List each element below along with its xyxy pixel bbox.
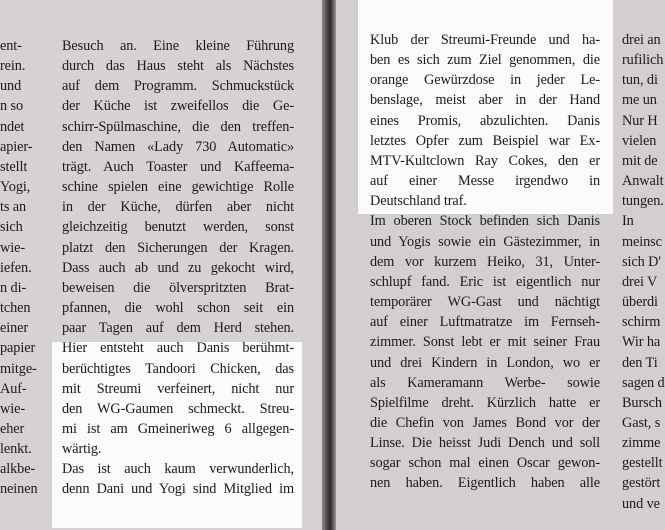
body-text-line: eines Promis, abzulichten. Danis — [370, 112, 600, 129]
text-fragment: wie- — [0, 400, 26, 417]
body-text-line: mit Streumi verfeinert, nicht nur — [62, 380, 294, 397]
text-fragment: und ve — [622, 495, 660, 512]
text-fragment: drei an — [622, 32, 661, 48]
body-text-line: benslage, meist aber in der Hand — [370, 92, 600, 109]
body-text-line: Im oberen Stock befinden sich Danis — [370, 213, 600, 230]
body-text-line: der Küche ist zweifellos die Ge- — [62, 98, 294, 115]
text-fragment: zimme — [622, 435, 661, 452]
text-fragment: Auf- — [0, 380, 27, 397]
body-text-line: gleichzeitig benutzt werden, sonst — [62, 219, 294, 236]
text-fragment: lenkt. — [0, 441, 32, 458]
left-page — [0, 0, 322, 530]
text-fragment: stellt — [0, 158, 28, 175]
text-fragment: sich — [0, 219, 23, 236]
text-fragment: Wir ha — [622, 334, 661, 351]
text-fragment: drei V — [622, 273, 658, 290]
body-text-line: den WG-Gaumen schmeckt. Streu- — [62, 400, 294, 417]
body-text-line: platzt den Sicherungen der Kragen. — [62, 239, 294, 256]
text-fragment: eher — [0, 420, 25, 437]
text-fragment: In — [622, 213, 634, 230]
text-fragment: me un — [622, 92, 657, 109]
body-text-line: durch das Haus steht als Nächstes — [62, 58, 294, 75]
text-fragment: ndet — [0, 118, 25, 135]
body-text-line: die Chefin von James Bond vor der — [370, 414, 600, 431]
body-text-line: MTV-Kultclown Ray Cokes, den er — [370, 152, 600, 169]
text-fragment: überdi — [622, 294, 658, 311]
text-fragment: ts an — [0, 199, 27, 216]
body-text-line: denn Dani und Yogi sind Mitglied im — [62, 481, 294, 498]
text-fragment: gestört — [622, 475, 661, 492]
text-fragment: den Ti — [622, 354, 658, 371]
body-text-line: zimmer. Sonst lebt er mit seiner Frau — [370, 334, 600, 351]
text-fragment: sagen d — [622, 374, 665, 391]
text-fragment: tungen. — [622, 193, 664, 210]
body-text-line: beweisen die ölverspritzten Brat- — [62, 279, 294, 296]
body-text-line: und Yogis sowie ein Gästezimmer, in — [370, 233, 600, 250]
body-text-line: dem vor kurzem Heiko, 31, Unter- — [370, 253, 600, 270]
body-text-line: paar Tagen auf dem Herd stehen. — [62, 320, 294, 337]
text-fragment: rein. — [0, 58, 26, 75]
body-text-line: in der Küche, dürfen aber nicht — [62, 199, 294, 216]
body-text-line: nen haben. Eigentlich haben alle — [370, 475, 600, 492]
body-text-line: auf dem Programm. Schmuckstück — [62, 78, 294, 95]
text-fragment: iefen. — [0, 259, 32, 276]
body-text-line: Spielfilme dreht. Kürzlich hatte er — [370, 394, 600, 411]
text-fragment: neinen — [0, 481, 38, 498]
body-text-line: auf einer Messe irgendwo in — [370, 173, 600, 190]
body-text-line: und drei Kindern in London, wo er — [370, 354, 600, 371]
text-fragment: schirm — [622, 314, 661, 331]
body-text-line: letztes Opfer zum Beispiel war Ex- — [370, 132, 600, 149]
body-text-line: Das ist auch kaum verwunderlich, — [62, 461, 294, 478]
body-text-line: pfannen, die wohl schon seit ein — [62, 300, 294, 317]
right-main-column — [370, 30, 600, 494]
text-fragment: vielen — [622, 132, 657, 149]
body-text-line: Besuch an. Eine kleine Führung — [62, 38, 294, 54]
text-fragment: alkbe- — [0, 461, 36, 478]
text-fragment: Gast, s — [622, 414, 661, 431]
body-text-line: berüchtigtes Tandoori Chicken, das — [62, 360, 294, 377]
body-text-line: Klub der Streumi-Freunde und ha- — [370, 32, 600, 48]
left-edge-column — [0, 36, 40, 500]
body-text-line: orange Gewürzdose in jeder Le- — [370, 72, 600, 89]
text-fragment: Yogi, — [0, 179, 31, 196]
body-text-line: Deutschland traf. — [370, 193, 467, 210]
text-fragment: sich D' — [622, 253, 661, 270]
text-fragment: tun, di — [622, 72, 658, 89]
text-fragment: meinsc — [622, 233, 662, 250]
text-fragment: apier- — [0, 138, 33, 155]
text-fragment: mitge- — [0, 360, 37, 377]
text-fragment: rufilich — [622, 52, 664, 69]
text-fragment: gestellt — [622, 455, 663, 472]
text-fragment: n di- — [0, 279, 27, 296]
body-text-line: auf einer Luftmatratze im Fernseh- — [370, 314, 600, 331]
text-fragment: und — [0, 78, 22, 95]
body-text-line: wärtig. — [62, 441, 102, 458]
text-fragment: papier — [0, 340, 36, 357]
body-text-line: schlupf fand. Eric ist eigentlich nur — [370, 273, 600, 290]
body-text-line: ben es sich zum Ziel genommen, die — [370, 52, 600, 69]
body-text-line: sogar schon mal einen Oscar gewon- — [370, 455, 600, 472]
body-text-line: als Kameramann Werbe- sowie — [370, 374, 600, 391]
body-text-line: Dass auch ab und zu gekocht wird, — [62, 259, 294, 276]
text-fragment: Nur H — [622, 112, 658, 129]
text-fragment: einer — [0, 320, 29, 337]
body-text-line: Hier entsteht auch Danis berühmt- — [62, 340, 294, 357]
text-fragment: wie- — [0, 239, 26, 256]
body-text-line: schine spielen eine gewichtige Rolle — [62, 179, 294, 196]
text-fragment: n so — [0, 98, 24, 115]
body-text-line: mi ist am Gmeineriweg 6 allgegen- — [62, 420, 294, 437]
left-main-column — [62, 36, 294, 500]
body-text-line: schirr-Spülmaschine, die den treffen- — [62, 118, 294, 135]
text-fragment: Anwalt — [622, 173, 664, 190]
text-fragment: ent- — [0, 38, 22, 54]
body-text-line: Linse. Die heisst Judi Dench und soll — [370, 435, 600, 452]
text-fragment: Bursch — [622, 394, 662, 411]
text-fragment: mit de — [622, 152, 658, 169]
body-text-line: trägt. Auch Toaster und Kaffeema- — [62, 158, 294, 175]
body-text-line: den Namen «Lady 730 Automatic» — [62, 138, 294, 155]
text-fragment: tchen — [0, 300, 31, 317]
body-text-line: temporärer WG-Gast und nächtigt — [370, 294, 600, 311]
book-gutter — [322, 0, 336, 530]
right-edge-column — [622, 30, 665, 514]
